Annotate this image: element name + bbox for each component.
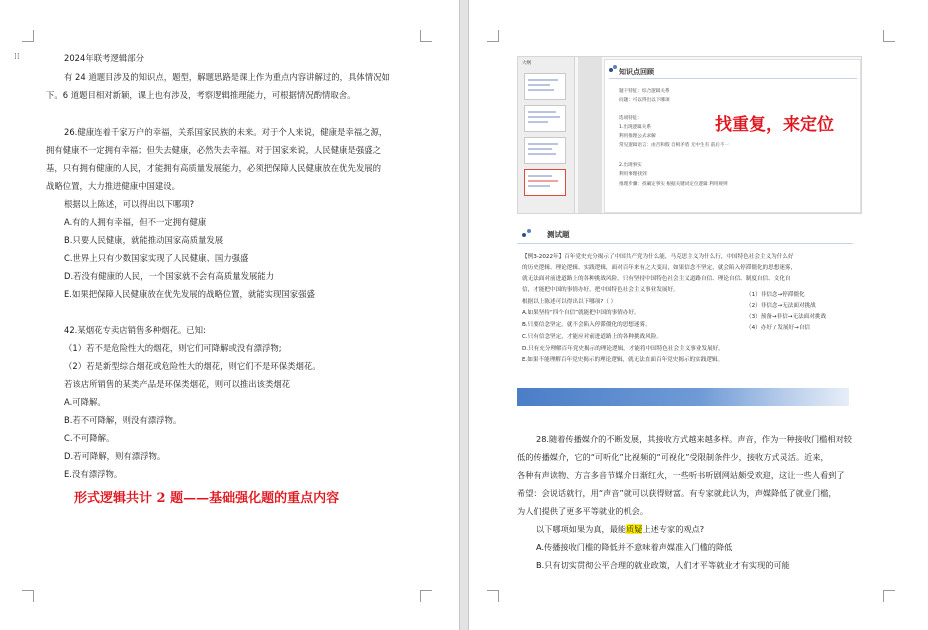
knowledge-line: 2.出现事实 (619, 163, 642, 168)
knowledge-line: 问题：可以得出以下哪项 (619, 98, 670, 103)
practice-option-a: A.如果坚持“四个自信”就能把中国的事情办好。 (522, 310, 640, 316)
practice-title-underline (517, 243, 853, 244)
practice-side-note: （1）非信念→停滞僵化 (746, 292, 805, 298)
practice-option-d: D.只有充分理解百年党史揭示的理论逻辑，才能将中国特色社会主义事业发展好。 (522, 346, 724, 352)
q28-stem-line: 低的传播媒介，它的“可听化”比视频的“可视化”受限制条件少，接收方式灵活。近来， (517, 452, 829, 462)
practice-title: 测试题 (547, 230, 570, 239)
q42-stem: 42.某烟花专卖店销售多种烟花。已知: (64, 325, 206, 335)
q26-stem-line: 战略位置，大力推进健康中国建设。 (46, 181, 180, 191)
knowledge-review-title: 知识点回顾 (619, 68, 654, 76)
knowledge-line: 1.出现逻辑关系 (619, 125, 651, 130)
page-corner-mark (420, 590, 432, 602)
slide-thumbnail (524, 105, 566, 132)
intro-line: 下。6 道题目相对新颖，课上也有涉及，考察逻辑推理能力，可根据情况酌情取舍。 (46, 90, 356, 100)
logo-icon (613, 65, 617, 69)
practice-stem-line: 就无法面对前进道路上的各种挑战风险。只有坚持中国特色社会主义道路自信、理论自信、制度自信、文化自 (522, 276, 791, 282)
q42-option-b: B.若不可降解，则没有漂浮物。 (64, 415, 182, 425)
q42-condition: （1）若不是危险性大的烟花，则它们可降解或没有漂浮物; (64, 343, 282, 353)
thumbnail-panel-label: 大纲 (522, 61, 531, 66)
q28-ask-suffix: 上述专家的观点? (642, 524, 705, 534)
q26-stem-line: 基，只有拥有健康的人民，才能拥有高质量发展能力，必须把保障人民健康放在优先发展的 (46, 163, 381, 173)
logo-icon (522, 233, 526, 237)
practice-option-b: B.只要信念坚定，就不会陷入停滞僵化的思想迷雾。 (522, 322, 651, 328)
q26-option-a: A.有的人拥有幸福，但不一定拥有健康 (64, 217, 207, 227)
doc-heading: 2024年联考逻辑部分 (64, 53, 144, 63)
practice-ask: 根据以上陈述可以得出以下哪项?（ ） (522, 299, 617, 305)
page-corner-mark (487, 590, 499, 602)
q26-option-b: B.只要人民健康，就能推动国家高质量发展 (64, 235, 224, 245)
practice-side-note: （3）预备→非信→无法面对挑战 (746, 314, 827, 320)
q28-ask-highlight: 质疑 (626, 524, 643, 534)
q28-stem-line: 各种有声读物、方言多音节媒介日渐红火，一些听书听剧网站颇受欢迎，这让一些人看到了 (517, 470, 845, 480)
logo-icon (527, 229, 531, 233)
title-underline (609, 78, 857, 79)
q26-option-d: D.若没有健康的人民，一个国家就不会有高质量发展能力 (64, 271, 275, 281)
slogan-text: 找重复，来定位 (715, 115, 834, 135)
q28-stem-line: 希望：会说话就行，用“声音”就可以获得财富。有专家就此认为，声媒降低了就业门槛， (517, 488, 837, 498)
slide-thumbnail (524, 169, 566, 196)
q42-option-e: E.没有漂浮物。 (64, 469, 123, 479)
practice-option-e: E.如果不能理解百年党史揭示的理论逻辑，就无法直面百年党史揭示的实践逻辑。 (522, 357, 724, 363)
q26-option-e: E.如果把保障人民健康放在优先发展的战略位置，就能实现国家强盛 (64, 289, 315, 299)
q42-condition: （2）若是新型综合烟花或危险性大的烟花，则它们不是环保类烟花。 (64, 361, 321, 371)
decorative-blue-banner (517, 388, 849, 406)
logo-icon (609, 68, 613, 72)
q26-ask: 根据以上陈述，可以得出以下哪项? (64, 199, 195, 209)
q42-option-d: D.若可降解，则有漂浮物。 (64, 451, 166, 461)
practice-stem-line: 的历史逻辑、理论逻辑、实践逻辑，面对百年来有之大变局，如果信念不坚定，就会陷入停滞僵化的思想迷雾， (522, 265, 797, 271)
page-corner-mark (420, 30, 432, 42)
page-corner-mark (22, 590, 34, 602)
q28-option-a: A.传播接收门槛的降低并不意味着声媒准入门槛的降低 (536, 542, 733, 552)
slide-thumbnail-panel (518, 57, 575, 214)
knowledge-line: 题干特征：综合逻辑关系 (619, 89, 670, 94)
slide-thumbnail (524, 73, 566, 100)
page-corner-mark (487, 30, 499, 42)
q26-stem-line: 拥有健康不一定拥有幸福；但失去健康，必然失去幸福。对于国家来说，人民健康是强盛之 (46, 145, 381, 155)
knowledge-line: 选项特征： (619, 116, 642, 121)
q28-ask (536, 524, 704, 535)
practice-stem-line: 信，才能把中国的事情办好，把中国特色社会主义事业发展好。 (522, 287, 679, 293)
knowledge-review-image (517, 56, 862, 214)
red-annotation: 形式逻辑共计 2 题——基础强化题的重点内容 (74, 491, 340, 506)
practice-side-note: （4）办好 / 发展好→自信 (746, 325, 811, 331)
q26-stem-line: 26.健康连着千家万户的幸福，关系国家民族的未来。对于个人来说，健康是幸福之源， (64, 127, 388, 137)
left-document-page (0, 0, 459, 630)
knowledge-line: 常见逻辑语言：由否和假 自相矛盾 无中生有 前后不一 (619, 143, 730, 148)
q42-option-c: C.不可降解。 (64, 433, 115, 443)
practice-stem-line: 【例3-2022年】百年党史充分揭示了中国共产党为什么能，马克思主义为什么行，中国特色社会主义为什么好 (522, 254, 794, 260)
knowledge-line: 利用推理公式求解 (619, 134, 656, 139)
q28-option-b: B.只有切实贯彻公平合理的就业政策，人们才平等就业才有实现的可能 (536, 560, 790, 570)
slide-canvas (604, 59, 861, 213)
move-handle-icon[interactable]: ⁞⁞ (14, 52, 20, 62)
practice-side-note: （2）非信念→无法面对挑战 (746, 303, 816, 309)
q26-option-c: C.世界上只有少数国家实现了人民健康、国力强盛 (64, 253, 249, 263)
page-corner-mark (22, 30, 34, 42)
editor-gutter (578, 57, 602, 214)
page-divider (459, 0, 469, 630)
page-corner-mark (883, 30, 895, 42)
q42-ask: 若该店所销售的某类产品是环保类烟花，则可以推出该类烟花 (64, 379, 291, 389)
intro-line: 有 24 道题目涉及的知识点，题型，解题思路是课上作为重点内容讲解过的，具体情况如 (64, 72, 390, 82)
q28-stem-line: 为人们提供了更多平等就业的机会。 (517, 506, 649, 516)
slide-thumbnail (524, 137, 566, 164)
knowledge-line: 利用事理找到 (619, 172, 647, 177)
page-corner-mark (883, 590, 895, 602)
knowledge-line: 推理步骤：找确定事实 根据关键词定位逻辑 利用规则 (619, 182, 728, 187)
practice-option-c: C.只有信念坚定，才能应对前进道路上的各种挑战风险。 (522, 334, 662, 340)
q28-ask-prefix: 以下哪项如果为真，最能 (536, 524, 627, 534)
q28-stem-line: 28.随着传播媒介的不断发展，其接收方式越来越多样。声音，作为一种接收门槛相对较 (536, 434, 852, 444)
q42-option-a: A.可降解。 (64, 397, 106, 407)
